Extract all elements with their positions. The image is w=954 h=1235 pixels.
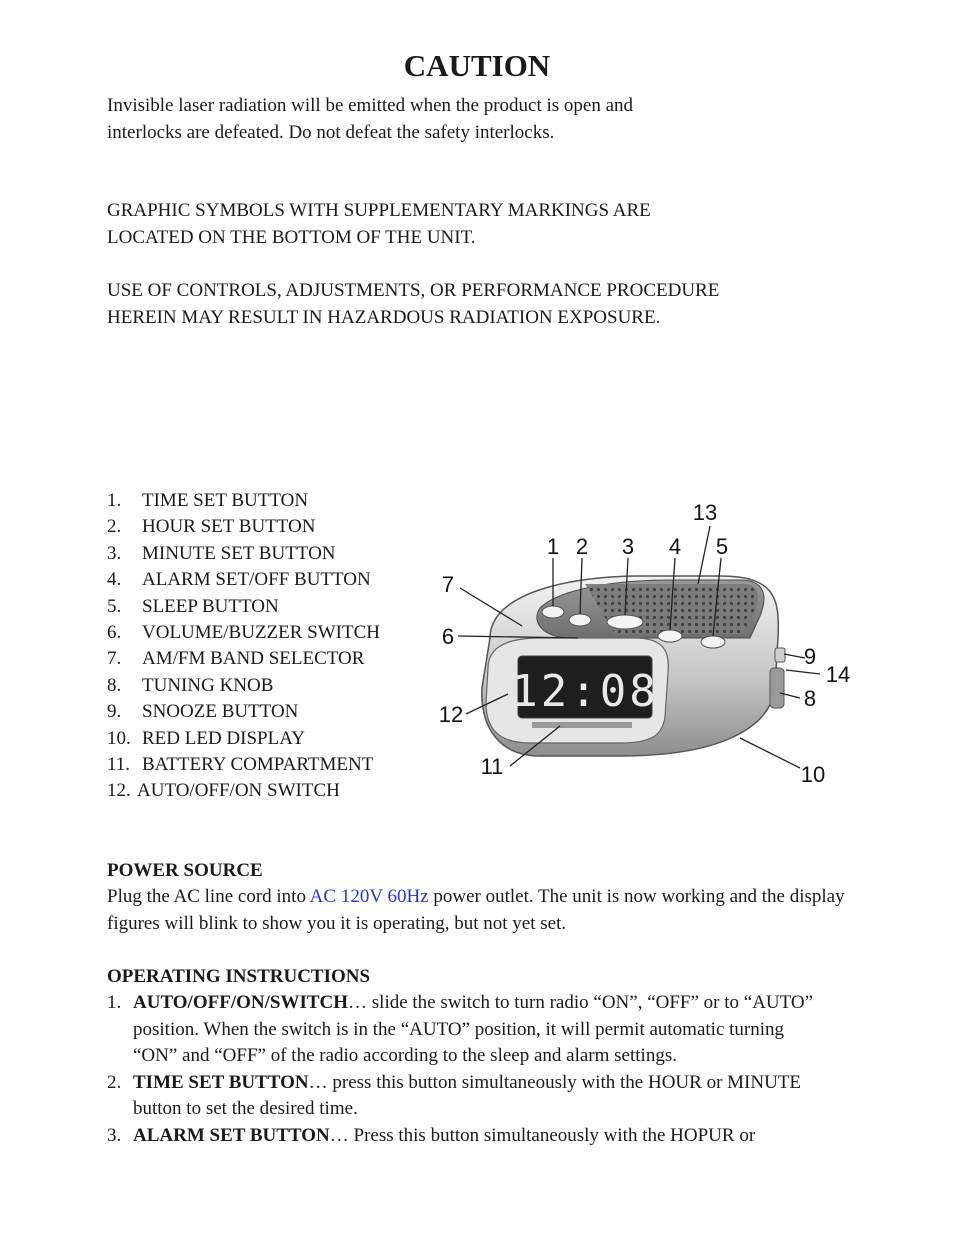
part-number: 10.: [107, 727, 131, 749]
callout-4: 4: [668, 534, 682, 559]
instruction-term: ALARM SET BUTTON: [133, 1124, 330, 1146]
led-time: 12:08: [511, 666, 659, 717]
power-text-before: Plug the AC line cord into: [107, 886, 310, 907]
operating-instructions-heading: OPERATING INSTRUCTIONS: [107, 966, 371, 987]
part-label: MINUTE SET BUTTON: [142, 542, 336, 564]
parts-list-item: [107, 646, 427, 672]
part-label: TUNING KNOB: [142, 674, 274, 696]
callout-13: 13: [692, 500, 718, 525]
parts-list-item: [107, 752, 427, 778]
parts-list-item: [107, 726, 427, 752]
instruction-item: [107, 1070, 827, 1123]
callout-5: 5: [715, 534, 729, 559]
power-source-heading: POWER SOURCE: [107, 860, 263, 881]
instruction-item: [107, 1123, 827, 1150]
indicator-strip: [532, 722, 632, 728]
instruction-number: 3.: [107, 1124, 122, 1146]
part-number: 1.: [107, 490, 122, 511]
callout-14: 14: [825, 662, 851, 687]
part-number: 3.: [107, 542, 122, 564]
part-number: 7.: [107, 648, 122, 670]
minute-set-button-shape: [607, 615, 643, 629]
instruction-number: 2.: [107, 1071, 122, 1093]
instruction-text: … slide the switch to turn radio “ON”, “OFF” or to “AUTO” position. When the switch is in the “AUTO” position, it will permit automatic turning “ON” and “OFF” of the radio according to the sleep and alarm settings.: [133, 992, 814, 1066]
part-label: HOUR SET BUTTON: [142, 516, 316, 538]
hour-set-button-shape: [569, 614, 591, 626]
part-label: RED LED DISPLAY: [142, 727, 305, 749]
part-number: 5.: [107, 595, 122, 617]
power-text-after: power outlet. The unit is now working and the display figures will blink to show you it is operating, but not yet set.: [107, 886, 845, 934]
instruction-term: TIME SET BUTTON: [133, 1071, 309, 1093]
parts-list-item: [107, 699, 427, 725]
parts-list-item: [107, 620, 427, 646]
instruction-text: … press this button simultaneously with the HOUR or MINUTE button to set the desired time.: [133, 1071, 802, 1119]
part-number: 2.: [107, 516, 122, 538]
symbols-paragraph: GRAPHIC SYMBOLS WITH SUPPLEMENTARY MARKINGS ARE LOCATED ON THE BOTTOM OF THE UNIT.: [107, 200, 651, 248]
part-number: 9.: [107, 701, 122, 723]
caution-title: CAUTION: [403, 48, 551, 83]
callout-1: 1: [546, 534, 560, 559]
part-label: SLEEP BUTTON: [142, 595, 279, 617]
part-label: AUTO/OFF/ON SWITCH: [137, 780, 340, 802]
parts-list-item: [107, 778, 427, 804]
callout-7: 7: [441, 572, 455, 597]
sleep-button-shape: [701, 636, 725, 648]
parts-list-item: [107, 673, 427, 699]
callout-12: 12: [438, 702, 464, 727]
part-number: 11.: [107, 753, 131, 775]
part-number: 8.: [107, 674, 122, 696]
parts-list-item: [107, 541, 427, 567]
part-number: 4.: [107, 569, 122, 591]
snooze-button-shape: [775, 648, 785, 662]
callout-9: 9: [803, 644, 817, 669]
part-label: TIME SET BUTTON: [142, 490, 309, 511]
tuning-knob-shape: [770, 668, 784, 708]
callout-11: 11: [480, 754, 504, 779]
part-number: 6.: [107, 621, 122, 643]
part-label: SNOOZE BUTTON: [142, 701, 299, 723]
caution-paragraph: Invisible laser radiation will be emitted when the product is open and interlocks are defeated. Do not defeat the safety interlocks.: [107, 95, 634, 143]
power-spec-highlight: AC 120V 60Hz: [309, 886, 429, 907]
parts-list-item: [107, 488, 427, 514]
parts-list: [107, 488, 427, 805]
instruction-text: … Press this button simultaneously with the HOPUR or: [329, 1124, 756, 1146]
part-number: 12.: [107, 780, 131, 802]
instruction-number: 1.: [107, 992, 122, 1013]
parts-list-item: [107, 514, 427, 540]
callout-6: 6: [441, 624, 455, 649]
part-label: AM/FM BAND SELECTOR: [142, 648, 365, 670]
part-label: VOLUME/BUZZER SWITCH: [142, 621, 381, 643]
controls-warning-paragraph: USE OF CONTROLS, ADJUSTMENTS, OR PERFORMANCE PROCEDURE HEREIN MAY RESULT IN HAZARDOUS RADIATION EXPOSURE.: [107, 280, 720, 328]
part-label: BATTERY COMPARTMENT: [142, 753, 374, 775]
callout-10: 10: [800, 762, 826, 787]
clock-radio-diagram: [420, 488, 860, 798]
power-source-paragraph: [107, 884, 847, 937]
instruction-item: [107, 990, 827, 1070]
alarm-set-button-shape: [658, 630, 682, 642]
instructions-list: [107, 990, 827, 1149]
instruction-term: AUTO/OFF/ON/SWITCH: [133, 992, 349, 1013]
callout-2: 2: [575, 534, 589, 559]
callout-8: 8: [803, 686, 817, 711]
part-label: ALARM SET/OFF BUTTON: [142, 569, 371, 591]
callout-3: 3: [621, 534, 635, 559]
parts-list-item: [107, 567, 427, 593]
parts-list-item: [107, 594, 427, 620]
time-set-button-shape: [542, 606, 564, 618]
